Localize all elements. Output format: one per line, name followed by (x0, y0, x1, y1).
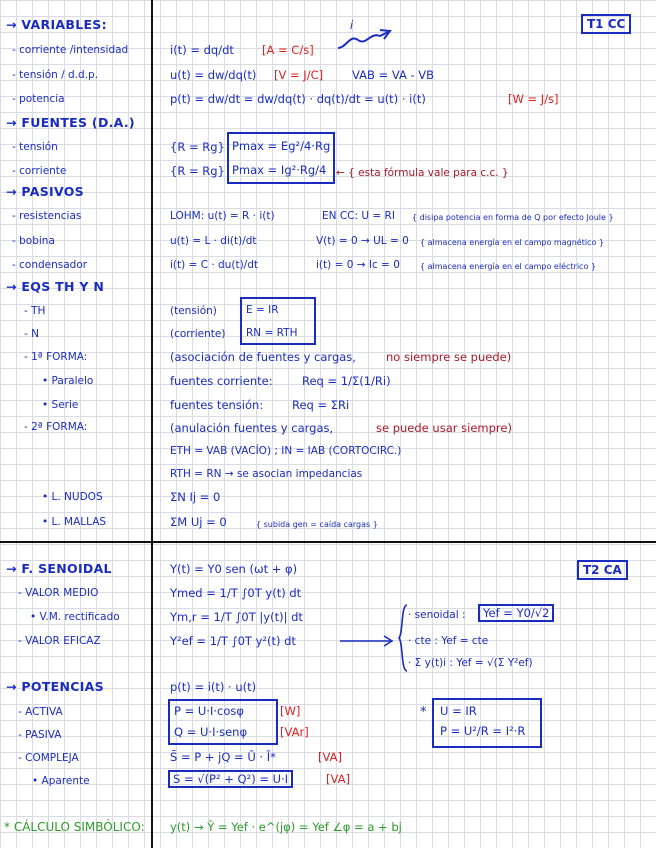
current-label: i (350, 18, 354, 32)
eq-potencia: p(t) = dw/dt = dw/dq(t) · dq(t)/dt = u(t) · i(t) (170, 92, 426, 106)
unit-tension: [V = J/C] (274, 68, 324, 82)
reactiva-unit: [VAr] (280, 725, 309, 739)
rth-eq: RTH = RN → se asocian impedancias (170, 468, 363, 480)
forma2-text: (anulación fuentes y cargas, (170, 421, 334, 435)
pmax-corriente: Pmax = Ig²·Rg/4 (232, 163, 327, 177)
label-activa: - ACTIVA (18, 706, 63, 718)
label-corriente: - corriente /intensidad (12, 44, 129, 56)
eq-condensador-cc: i(t) = 0 → Ic = 0 (316, 259, 400, 271)
mallas-note: { subida gen = caída cargas } (256, 520, 378, 529)
th-eq: E = IR (246, 304, 279, 316)
senoidal-label: · senoidal : (408, 609, 466, 621)
label-f-tension: - tensión (12, 141, 58, 153)
note-ohm: { disipa potencia en forma de Q por efecto Joule } (412, 213, 614, 222)
tag-t2: T2 CA (577, 560, 628, 580)
label-potencia: - potencia (12, 93, 65, 105)
senoidal-box: Yef = Y0/√2 (478, 604, 554, 622)
activa-unit: [W] (280, 704, 301, 718)
label-aparente: • Aparente (32, 775, 90, 787)
heading-fsenoidal: → F. SENOIDAL (6, 561, 112, 576)
ohm-box-line1: U = IR (440, 704, 477, 718)
eth-eq: ETH = VAB (VACÍO) ; IN = IAB (CORTOCIRC.) (170, 445, 402, 457)
label-lnudos: • L. NUDOS (42, 491, 103, 503)
eq-vab: VAB = VA - VB (352, 68, 435, 82)
vertical-divider (151, 0, 153, 848)
heading-pasivos: → PASIVOS (6, 184, 84, 199)
label-forma1: - 1ª FORMA: (24, 351, 88, 363)
calculo-eq: y(t) → Ȳ = Yef · e^(jφ) = Yef ∠φ = a + bj (170, 820, 402, 834)
label-th: - TH (24, 305, 46, 317)
heading-variables: → VARIABLES: (6, 17, 107, 32)
serie-text: fuentes tensión: (170, 398, 264, 412)
note-bobina: { almacena energía en el campo magnético } (420, 238, 604, 247)
cte-eq: · cte : Yef = cte (408, 635, 489, 647)
fuente-note: ← { esta fórmula vale para c.c. } (336, 167, 509, 179)
label-bobina: - bobina (12, 235, 55, 247)
label-n: - N (24, 328, 39, 340)
label-lmallas: • L. MALLAS (42, 516, 107, 528)
heading-eqs: → EQS TH Y N (6, 279, 105, 294)
compleja-eq: S̄ = P + jQ = Ū · Ī* (170, 750, 276, 764)
pmax-tension: Pmax = Eg²/4·Rg (232, 139, 331, 153)
label-condensador: - condensador (12, 259, 88, 271)
aparente-unit: [VA] (326, 772, 350, 786)
section-divider (0, 541, 656, 543)
current-arrow-icon (336, 28, 396, 52)
star-mark: * (420, 705, 427, 720)
eq-bobina: u(t) = L · di(t)/dt (170, 235, 257, 247)
tag-t1: T1 CC (581, 14, 631, 34)
unit-corriente: [A = C/s] (262, 43, 314, 57)
forma1-red: no siempre se puede) (386, 350, 512, 364)
label-calculo: * CÁLCULO SIMBÓLICO: (4, 820, 145, 834)
eq-condensador: i(t) = C · du(t)/dt (170, 259, 258, 271)
sum-eq: · Σ y(t)i : Yef = √(Σ Y²ef) (408, 657, 533, 669)
th-label: (tensión) (170, 305, 217, 317)
p-eq: p(t) = i(t) · u(t) (170, 680, 257, 694)
note-condensador: { almacena energía en el campo eléctrico } (420, 262, 596, 271)
ymed-eq: Ymed = 1/T ∫0T y(t) dt (170, 586, 302, 600)
activa-box: P = U·I·cosφ (174, 704, 244, 718)
mallas-eq: ΣM Uj = 0 (170, 515, 227, 529)
label-f-corriente: - corriente (12, 165, 67, 177)
label-resistencias: - resistencias (12, 210, 82, 222)
n-eq: RN = RTH (246, 327, 298, 339)
label-valor-eficaz: - VALOR EFICAZ (18, 635, 101, 647)
paralelo-eq: Req = 1/Σ(1/Ri) (302, 374, 391, 388)
nudos-eq: ΣN Ij = 0 (170, 490, 221, 504)
arrow-right-icon (340, 634, 396, 648)
forma1-text: (asociación de fuentes y cargas, (170, 350, 356, 364)
paralelo-text: fuentes corriente: (170, 374, 273, 388)
yef-eq: Y²ef = 1/T ∫0T y²(t) dt (170, 634, 296, 648)
n-label: (corriente) (170, 328, 226, 340)
eq-bobina-cc: V(t) = 0 → UL = 0 (316, 235, 409, 247)
serie-eq: Req = ΣRi (292, 398, 350, 412)
label-valor-medio: - VALOR MEDIO (18, 587, 99, 599)
eq-tension: u(t) = dw/dq(t) (170, 68, 257, 82)
unit-potencia: [W = J/s] (508, 92, 559, 106)
forma2-red: se puede usar siempre) (376, 421, 512, 435)
eq-ohm: LOHM: u(t) = R · i(t) (170, 210, 275, 222)
reactiva-box: Q = U·I·senφ (174, 725, 248, 739)
eq-ohm-cc: EN CC: U = RI (322, 210, 395, 222)
label-tension: - tensión / d.d.p. (12, 69, 99, 81)
heading-fuentes: → FUENTES (D.A.) (6, 115, 135, 130)
label-forma2: - 2ª FORMA: (24, 421, 88, 433)
compleja-unit: [VA] (318, 750, 342, 764)
brace-icon (398, 604, 408, 672)
label-serie: • Serie (42, 399, 79, 411)
label-pasiva: - PASIVA (18, 729, 62, 741)
aparente-box: S = √(P² + Q²) = U·I (168, 770, 293, 788)
cond-tension: {R = Rg} (170, 140, 225, 154)
heading-potencias: → POTENCIAS (6, 679, 104, 694)
label-vm-rect: • V.M. rectificado (30, 611, 120, 623)
y-eq: Y(t) = Y0 sen (ωt + φ) (170, 562, 298, 576)
eq-corriente: i(t) = dq/dt (170, 43, 234, 57)
cond-corriente: {R = Rg} (170, 164, 225, 178)
ymr-eq: Ym,r = 1/T ∫0T |y(t)| dt (170, 610, 303, 624)
label-paralelo: • Paralelo (42, 375, 94, 387)
ohm-box-line2: P = U²/R = I²·R (440, 724, 526, 738)
label-compleja: - COMPLEJA (18, 752, 79, 764)
